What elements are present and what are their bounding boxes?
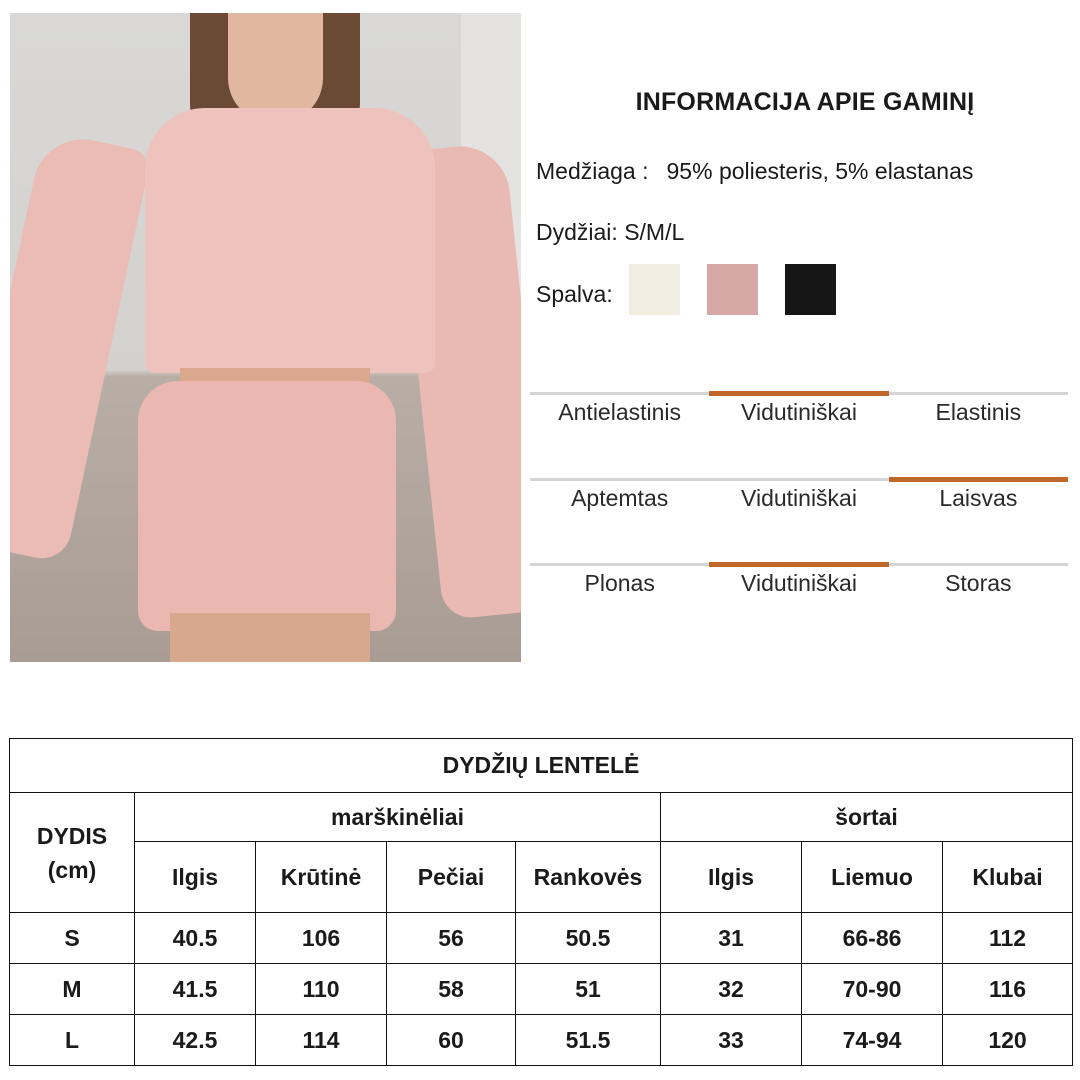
scale-label: Elastinis (935, 399, 1022, 425)
table-row (10, 1015, 1073, 1066)
table-cell: 112 (943, 913, 1073, 964)
elasticity-scale (530, 391, 1068, 451)
photo-crop-top (145, 108, 435, 373)
size-table-title: DYDŽIŲ LENTELĖ (10, 739, 1073, 793)
thickness-scale (530, 562, 1068, 622)
color-label: Spalva: (536, 281, 613, 307)
scale-bar (530, 563, 709, 566)
color-swatch-black[interactable] (785, 264, 836, 315)
scale-bar (889, 477, 1068, 482)
column-header: Liemuo (802, 842, 943, 913)
table-cell: 42.5 (135, 1015, 256, 1066)
scale-label: Aptemtas (571, 485, 669, 511)
column-header: Ilgis (661, 842, 802, 913)
material-value: 95% poliesteris, 5% elastanas (666, 158, 974, 184)
column-header: Klubai (943, 842, 1073, 913)
photo-shorts (138, 381, 396, 631)
table-cell: 114 (256, 1015, 387, 1066)
table-cell: 51 (516, 964, 661, 1015)
column-header: Ilgis (135, 842, 256, 913)
info-title: INFORMACIJA APIE GAMINĮ (635, 88, 975, 116)
table-cell: 70-90 (802, 964, 943, 1015)
column-header: Rankovės (516, 842, 661, 913)
scale-label: Vidutiniškai (741, 399, 857, 425)
scale-bars (530, 391, 1068, 396)
size-table-title-row (10, 739, 1073, 793)
scale-labels (530, 399, 1068, 426)
color-swatch-cream[interactable] (629, 264, 680, 315)
table-row (10, 964, 1073, 1015)
scale-bars (530, 477, 1068, 482)
scale-bar (709, 562, 888, 567)
table-cell: 50.5 (516, 913, 661, 964)
size-table (9, 738, 1073, 1066)
scale-bar (530, 478, 709, 481)
table-cell: 56 (387, 913, 516, 964)
scale-labels (530, 570, 1068, 597)
scale-bar (709, 478, 888, 481)
table-cell: 33 (661, 1015, 802, 1066)
fit-scale (530, 477, 1068, 537)
sizes-line: Dydžiai: S/M/L (536, 219, 685, 245)
scale-bar (530, 392, 709, 395)
table-cell: 120 (943, 1015, 1073, 1066)
scale-label: Storas (945, 570, 1012, 596)
material-line (536, 158, 973, 185)
column-header: Pečiai (387, 842, 516, 913)
table-cell: S (10, 913, 135, 964)
shorts-group-header: šortai (661, 793, 1073, 842)
scale-label: Plonas (584, 570, 655, 596)
table-row (10, 913, 1073, 964)
scale-label: Vidutiniškai (741, 570, 857, 596)
table-cell: 41.5 (135, 964, 256, 1015)
table-cell: 31 (661, 913, 802, 964)
shirt-group-header: marškinėliai (135, 793, 661, 842)
size-header-unit: (cm) (47, 856, 97, 883)
table-cell: L (10, 1015, 135, 1066)
scale-bar (889, 563, 1068, 566)
table-cell: M (10, 964, 135, 1015)
scale-label: Laisvas (939, 485, 1018, 511)
size-column-header (10, 793, 135, 913)
scale-bar (709, 391, 888, 396)
size-table-group-row (10, 793, 1073, 842)
photo-legs (170, 613, 370, 662)
table-cell: 66-86 (802, 913, 943, 964)
product-photo (10, 13, 521, 662)
column-header: Krūtinė (256, 842, 387, 913)
size-header-label: DYDIS (36, 822, 108, 849)
table-cell: 58 (387, 964, 516, 1015)
table-cell: 60 (387, 1015, 516, 1066)
color-swatch-pink[interactable] (707, 264, 758, 315)
table-cell: 51.5 (516, 1015, 661, 1066)
scale-label: Vidutiniškai (741, 485, 857, 511)
material-label: Medžiaga : (536, 158, 649, 184)
scale-bars (530, 562, 1068, 567)
table-cell: 32 (661, 964, 802, 1015)
scale-label: Antielastinis (558, 399, 682, 425)
photo-face (228, 13, 323, 123)
scale-bar (889, 392, 1068, 395)
scale-labels (530, 485, 1068, 512)
size-table-columns-row (10, 842, 1073, 913)
table-cell: 74-94 (802, 1015, 943, 1066)
table-cell: 40.5 (135, 913, 256, 964)
photo-sleeve-left (10, 130, 152, 564)
table-cell: 110 (256, 964, 387, 1015)
table-cell: 116 (943, 964, 1073, 1015)
table-cell: 106 (256, 913, 387, 964)
